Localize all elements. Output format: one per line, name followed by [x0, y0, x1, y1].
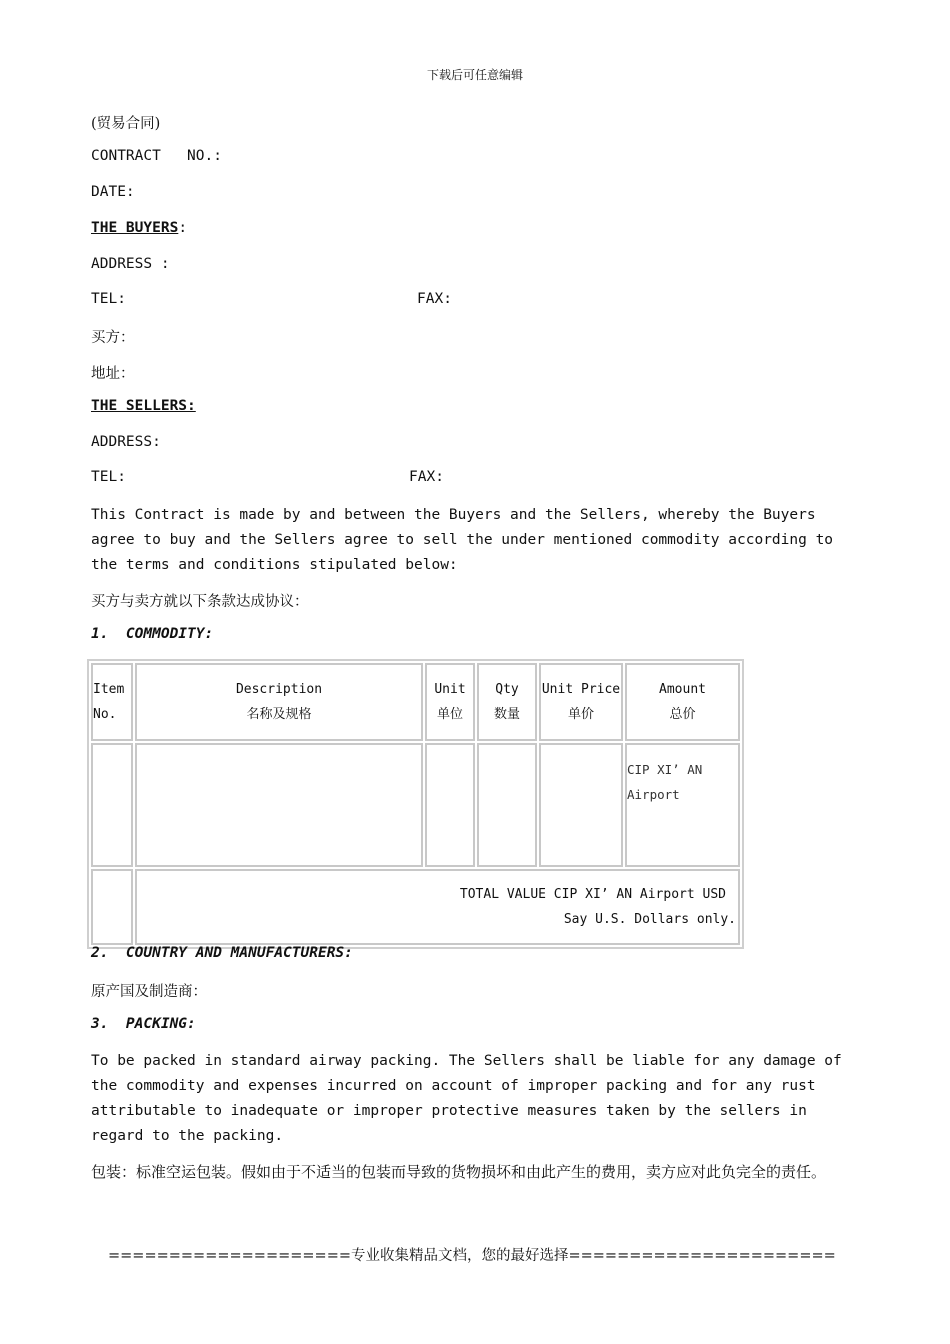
contract-number-label: CONTRACT NO.:	[91, 148, 222, 164]
col-qty-cn: 数量	[493, 707, 520, 722]
date-label: DATE:	[91, 184, 135, 200]
sellers-address-label: ADDRESS:	[91, 434, 161, 450]
sellers-fax-label: FAX:	[409, 469, 444, 485]
intro-paragraph-en: This Contract is made by and between the Buyers and the Sellers, whereby the Buyers agree to buy and the Sellers agree to sell the under mentioned commodity according to the terms and conditions stipulated below:	[91, 507, 834, 573]
page-footer: ====================专业收集精品文档，您的最好选择======================	[108, 1248, 836, 1264]
col-unit	[425, 663, 475, 741]
table-header-row	[91, 663, 740, 741]
sellers-heading-text: THE SELLERS:	[91, 398, 196, 414]
buyers-heading-colon: :	[178, 220, 188, 236]
table-row	[91, 743, 740, 867]
say-dollars-text: Say U.S. Dollars only.	[563, 912, 736, 927]
col-unit-en: Unit	[434, 682, 466, 697]
intro-paragraph-cn: 买方与卖方就以下条款达成协议：	[91, 594, 309, 610]
document-title: (贸易合同)	[91, 116, 161, 132]
col-unit-price-en: Unit Price	[541, 682, 621, 697]
col-amount-cn: 总价	[669, 707, 696, 722]
section-packing-heading: 3. PACKING:	[91, 1016, 196, 1032]
col-amount-en: Amount	[659, 682, 706, 697]
page-header: 下载后可任意编辑	[426, 68, 523, 82]
cell-qty	[477, 743, 537, 867]
cell-total-blank	[91, 869, 133, 945]
section-commodity-heading: 1. COMMODITY:	[91, 626, 214, 642]
cell-description	[135, 743, 423, 867]
commodity-table	[87, 659, 744, 949]
col-item-no: Item No.	[91, 663, 133, 741]
cell-unit	[425, 743, 475, 867]
buyers-heading	[91, 220, 187, 236]
cell-item-no	[91, 743, 133, 867]
col-unit-price-cn: 单价	[567, 707, 594, 722]
col-description	[135, 663, 423, 741]
col-qty-en: Qty	[495, 682, 519, 697]
cell-unit-price	[539, 743, 623, 867]
buyers-heading-text: THE BUYERS	[91, 220, 179, 236]
packing-paragraph-cn: 包装：标准空运包装。假如由于不适当的包装而导致的货物损坏和由此产生的费用，卖方应对此负完全的责任。	[91, 1163, 827, 1181]
buyer-cn-label: 买方：	[91, 330, 135, 346]
table-total-row	[91, 869, 740, 945]
total-value-text: TOTAL VALUE CIP XI’ AN Airport USD	[459, 887, 726, 902]
sellers-tel-label: TEL:	[91, 469, 126, 485]
section-country-heading: 2. COUNTRY AND MANUFACTURERS:	[91, 945, 353, 961]
col-amount	[625, 663, 740, 741]
col-unit-cn: 单位	[436, 707, 463, 722]
origin-cn-label: 原产国及制造商：	[91, 984, 207, 1000]
address-cn-label: 地址：	[91, 366, 135, 382]
cell-total-value	[135, 869, 740, 945]
packing-paragraph-en: To be packed in standard airway packing. The Sellers shall be liable for any damage of the commodity and expenses incurred on account of improper packing and for any rust attributable to inadequate or improper protective measures taken by the sellers in regard to the packing.	[91, 1053, 842, 1144]
cell-amount: CIP XI’ AN Airport	[625, 743, 740, 867]
buyers-address-label: ADDRESS :	[91, 256, 170, 272]
col-unit-price	[539, 663, 623, 741]
col-description-en: Description	[235, 682, 323, 697]
col-qty	[477, 663, 537, 741]
col-description-cn: 名称及规格	[246, 707, 312, 722]
sellers-heading	[91, 398, 196, 414]
buyers-tel-label: TEL:	[91, 291, 126, 307]
buyers-fax-label: FAX:	[417, 291, 452, 307]
